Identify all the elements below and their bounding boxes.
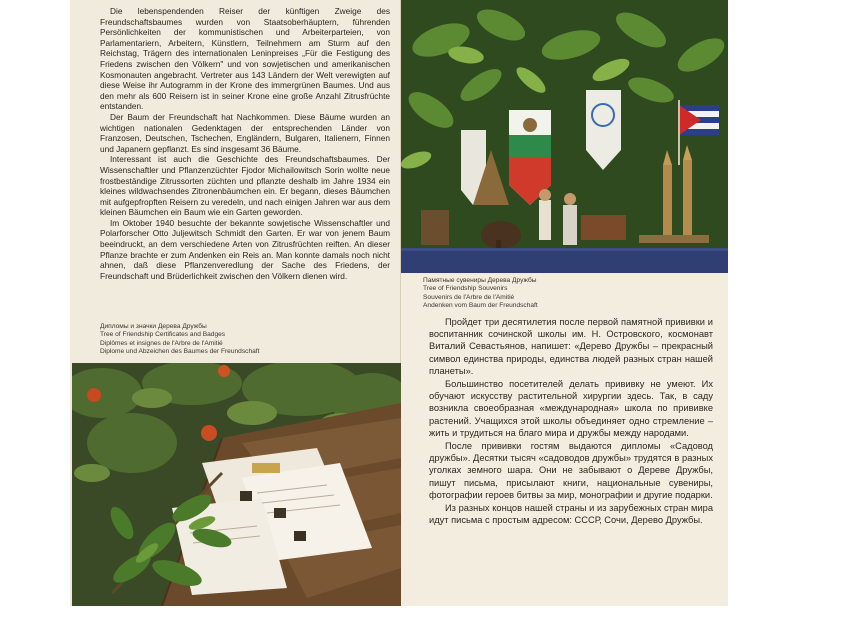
paragraph: Im Oktober 1940 besuchte der bekannte sowjetische Wissenschaftler und Polarforscher Otto Juljewitsch Schmidt den Garten. Er war von jenem Baum beeindruckt, an dem verschiedene Arten von Zitrusfrüchten reiften. An dieser Pflanze brachte er zum Andenken ein Reis an. Man konnte damals noch nicht ahnen, daß diese Pflanzenveredlung der Sache des Friedens, der Freundschaft und Brüderlichkeit zwischen den Völkern dienen wird. xyxy=(100,217,390,281)
paragraph: Большинство посетителей делать прививку не умеют. Их обучают искусству растительной хирургии здесь. Так, в саду возникла своеобразная «международная» школа по прививке растений. Учащихся этой школы объединяет одно стремление – жить и трудиться на благо мира и дружбы между народами. xyxy=(429,379,713,438)
paragraph: Interessant ist auch die Geschichte des Freundschaftsbaumes. Der Wissenschaftler und Pflanzenzüchter Fjodor Michailowitsch Sorin wollte neue frostbeständige Zitrussorten züchten und pflanzte deshalb im Jahre 1934 ein kleines wildwachsendes Zitronenbäumchen ein. Er begann, dieses Bäumchen mit aufgepfropften Reisern zu veredeln, und nach einigen Jahren war aus dem kleinen Bäumchen ein Baum wie ein Garten geworden. xyxy=(100,154,390,218)
paragraph: Из разных концов нашей страны и из зарубежных стран мира идут письма с простым адресом: СССР, Сочи, Дерево Дружбы. xyxy=(429,503,713,526)
caption-line-fr: Diplômes et insignes de l'Arbre de l'Amitié xyxy=(100,339,223,347)
russian-body-text xyxy=(429,316,713,527)
paragraph: Der Baum der Freundschaft hat Nachkommen. Diese Bäume wurden an wichtigen nationalen Gedenktagen der entsprechenden Länder von Franzosen, Deutschen, Tschechen, Engländern, Bulgaren, Italienern, Finnen und Japanern gepflanzt. Es sind insgesamt 36 Bäume. xyxy=(100,111,390,154)
diplomas-caption xyxy=(100,323,259,357)
caption-line-en: Tree of Friendship Souvenirs xyxy=(423,285,508,293)
caption-line-de: Andenken vom Baum der Freundschaft xyxy=(423,302,538,310)
souvenirs-photo xyxy=(401,0,728,273)
caption-line-fr: Souvenirs de l'Arbre de l'Amitié xyxy=(423,293,515,301)
paragraph: Пройдет три десятилетия после первой памятной прививки и воспитанник сочинской школы им. Н. Островского, космонавт Виталий Севастьянов, напишет: «Дерево Дружбы – прекрасный символ единства природы, единства людей разных стран нашей планеты». xyxy=(429,317,713,376)
diplomas-photo xyxy=(72,363,401,606)
caption-line-en: Tree of Friendship Certificates and Badges xyxy=(100,331,226,339)
caption-line-ru: Дипломы и значки Дерева Дружбы xyxy=(100,323,207,330)
german-body-text xyxy=(100,6,390,281)
caption-line-de: Diplome und Abzeichen des Baumes der Freundschaft xyxy=(100,348,260,356)
paragraph: Die lebenspendenden Reiser der künftigen Zweige des Freundschaftsbaumes wurden von Staatsoberhäuptern, führenden Persönlichkeiten der kommunistischen und Arbeiterparteien, von Parlamentariern, Arbeitern, Künstlern, Teilnehmern am Sturm auf den Reichstag, Trägern des internationalen Leninpreises „Für die Festigung des Friedens zwischen den Völkern" und von sowjetischen und amerikanischen Kosmonauten angebracht. Vertreter aus 143 Ländern der Welt verewigten auf diese Weise ihr Autogramm in der Krone des immergrünen Baumes. Und aus den mehr als 600 Reisern ist in seiner Krone eine große Anzahl Zitrusfrüchte entstanden. xyxy=(100,6,390,112)
paragraph: После прививки гостям выдаются дипломы «Садовод дружбы». Десятки тысяч «садоводов дружбы» трудятся в разных уголках земного шара. Они не забывают о Дереве Дружбы, пишут письма, присылают книги, национальные сувениры, фотографии героев битвы за мир, монографии и другие подарки. xyxy=(429,441,713,500)
caption-line-ru: Памятные сувениры Дерева Дружбы xyxy=(423,277,537,284)
souvenirs-caption xyxy=(423,277,538,311)
